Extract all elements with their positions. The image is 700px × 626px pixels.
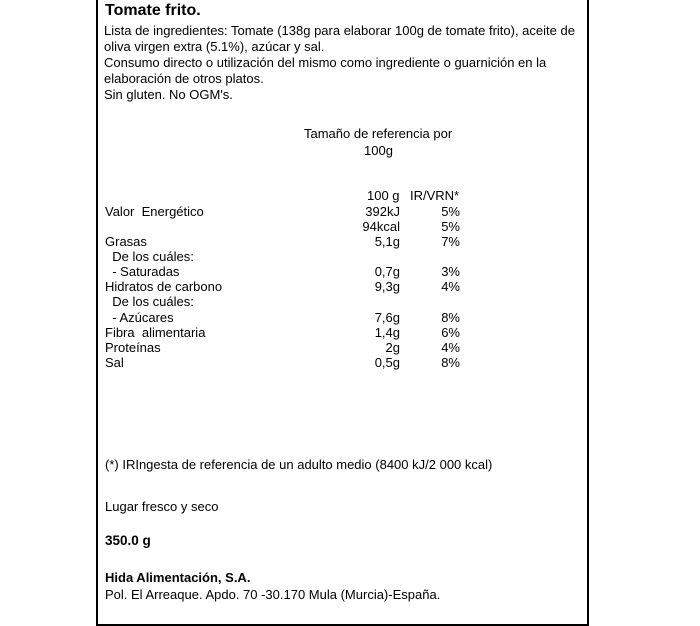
nutrition-row-ri: 4%	[441, 279, 460, 294]
net-weight: 350.0 g	[105, 533, 151, 548]
nutrition-row-amount: 392kJ	[365, 204, 400, 219]
column-header-amount: 100 g	[367, 188, 400, 203]
nutrition-row-amount: 5,1g	[374, 234, 400, 249]
nutrition-row-ri: 6%	[441, 325, 460, 340]
nutrition-row-amount: 9,3g	[374, 279, 400, 294]
usage-line-2: elaboración de otros platos.	[104, 71, 264, 86]
nutrition-row-amount: 2g	[385, 340, 400, 355]
nutrition-row-label: Valor Energético	[105, 204, 204, 219]
nutrition-row-ri: 8%	[441, 355, 460, 370]
nutrition-row-label: - Saturadas	[105, 264, 180, 279]
nutrition-row-ri: 8%	[441, 310, 460, 325]
nutrition-row-ri: 5%	[441, 219, 460, 234]
product-title: Tomate frito.	[105, 2, 201, 19]
nutrition-row-amount: 0,7g	[374, 264, 400, 279]
nutrition-row-amount: 1,4g	[374, 325, 400, 340]
storage-instructions: Lugar fresco y seco	[105, 499, 219, 514]
ingredients-line-2: oliva virgen extra (5.1%), azúcar y sal.	[104, 39, 325, 54]
nutrition-row-label: Fibra alimentaria	[105, 325, 206, 340]
nutrition-row-ri: 4%	[441, 340, 460, 355]
nutrition-row-label: Proteínas	[105, 340, 161, 355]
nutrition-row-label: Hidratos de carbono	[105, 279, 223, 294]
nutrition-row-label: Sal	[105, 355, 124, 370]
company-address: Pol. El Arreaque. Apdo. 70 -30.170 Mula (Murcia)-España.	[105, 587, 441, 602]
ri-footnote: (*) IRIngesta de referencia de un adulto medio (8400 kJ/2 000 kcal)	[105, 457, 493, 472]
nutrition-row-label: De los cuáles:	[105, 249, 194, 264]
usage-line-1: Consumo directo o utilización del mismo como ingrediente o guarnición en la	[104, 55, 547, 70]
nutrition-row-amount: 94kcal	[362, 219, 400, 234]
company-name: Hida Alimentación, S.A.	[105, 570, 251, 585]
nutrition-row-ri: 5%	[441, 204, 460, 219]
nutrition-row-amount: 7,6g	[374, 310, 400, 325]
nutrition-row-label: De los cuáles:	[105, 294, 194, 309]
ingredients-line-1: Lista de ingredientes: Tomate (138g para elaborar 100g de tomate frito), aceite de	[104, 23, 575, 38]
column-header-ri: IR/VRN*	[410, 188, 460, 203]
nutrition-row-amount: 0,5g	[374, 355, 400, 370]
nutrition-row-label: Grasas	[105, 234, 147, 249]
claims-text: Sin gluten. No OGM's.	[104, 87, 233, 102]
nutrition-row-ri: 7%	[441, 234, 460, 249]
nutrition-row-label: - Azúcares	[105, 310, 174, 325]
reference-size-line-2: 100g	[364, 143, 393, 158]
nutrition-row-ri: 3%	[441, 264, 460, 279]
reference-size-line-1: Tamaño de referencia por	[304, 126, 453, 141]
